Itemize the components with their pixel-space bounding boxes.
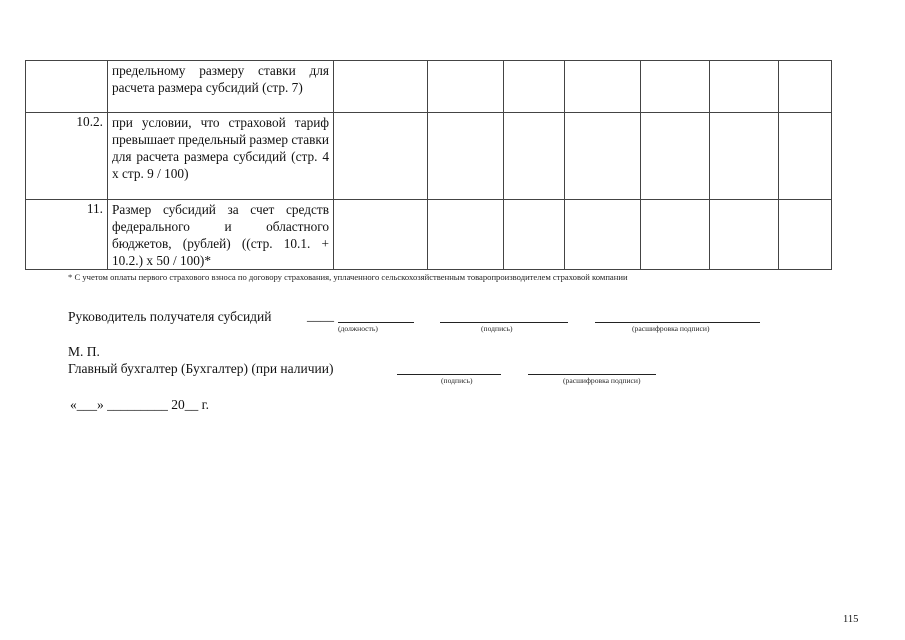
table-row [26, 61, 832, 113]
table-cell [641, 113, 710, 200]
table-cell [565, 113, 641, 200]
table-cell [334, 61, 428, 113]
position-caption: (должность) [338, 324, 378, 333]
table-cell [428, 200, 504, 270]
table-cell [779, 61, 832, 113]
table-cell [428, 61, 504, 113]
table-cell [334, 200, 428, 270]
position-line [338, 322, 414, 323]
page-number: 115 [843, 614, 859, 625]
table-cell [504, 113, 565, 200]
table-cell [641, 61, 710, 113]
row-description: Размер субсидий за счет средств федерального и областного бюджетов, (рублей) ((стр. 10.1. + 10.2.) х 50 / 100)* [108, 200, 334, 270]
footnote: * С учетом оплаты первого страхового взноса по договору страхования, уплаченного сельскохозяйственным товаропроизводителем страховой компании [68, 272, 628, 282]
acc-signature-caption: (подпись) [441, 376, 473, 385]
table-cell [334, 113, 428, 200]
subsidy-table [25, 60, 832, 270]
table-cell [428, 113, 504, 200]
head-position-prefix: ____ [307, 308, 334, 323]
table-cell [641, 200, 710, 270]
signature-caption: (подпись) [481, 324, 513, 333]
decoding-caption: (расшифровка подписи) [632, 324, 710, 333]
table-cell [565, 61, 641, 113]
signature-line [440, 322, 568, 323]
table-cell [710, 113, 779, 200]
table-cell [504, 200, 565, 270]
table-cell [710, 200, 779, 270]
table-cell [565, 200, 641, 270]
row-description: при условии, что страховой тариф превышает предельный размер ставки для расчета размера субсидий (стр. 4 х стр. 9 / 100) [108, 113, 334, 200]
table-cell [779, 113, 832, 200]
table-row [26, 113, 832, 200]
date-line: «___» _________ 20__ г. [70, 397, 210, 412]
table-cell [779, 200, 832, 270]
row-number: 10.2. [26, 113, 108, 200]
acc-decoding-line [528, 374, 656, 375]
acc-decoding-caption: (расшифровка подписи) [563, 376, 641, 385]
table-row [26, 200, 832, 270]
head-signature-label: Руководитель получателя субсидий [68, 309, 272, 324]
table-cell [710, 61, 779, 113]
row-number [26, 61, 108, 113]
row-number: 11. [26, 200, 108, 270]
acc-signature-line [397, 374, 501, 375]
row-description: предельному размеру ставки для расчета размера субсидий (стр. 7) [108, 61, 334, 113]
seal-mark: М. П. [68, 344, 100, 359]
decoding-line [595, 322, 760, 323]
accountant-label: Главный бухгалтер (Бухгалтер) (при наличии) [68, 361, 334, 376]
table-cell [504, 61, 565, 113]
